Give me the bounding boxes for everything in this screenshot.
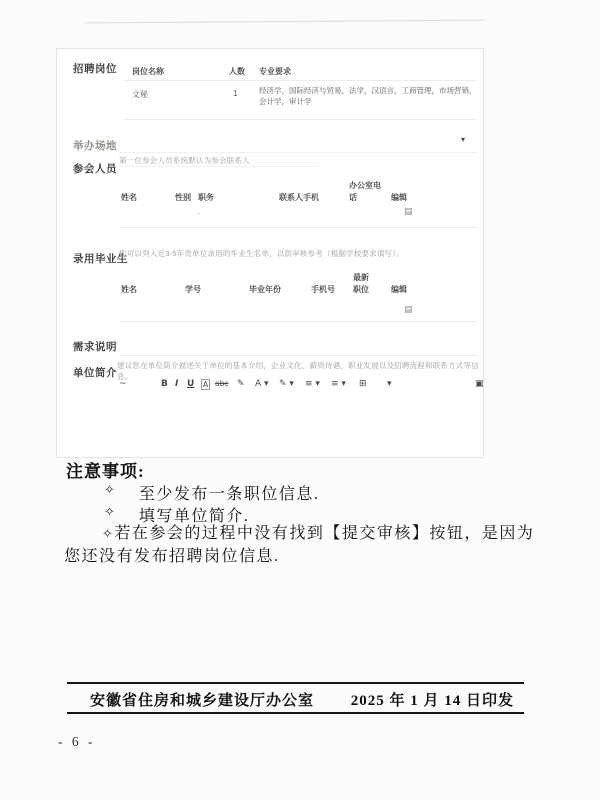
diamond-bullet-icon: ✧ xyxy=(104,483,115,498)
note-paragraph xyxy=(64,522,538,568)
attendee-col-edit: 编辑 xyxy=(391,193,407,202)
graduate-col-mobile: 手机号 xyxy=(311,285,335,294)
embedded-form-screenshot xyxy=(56,48,484,458)
graduate-col-latest-title: 最新职位 xyxy=(353,273,369,294)
notes-heading: 注意事项: xyxy=(66,462,145,481)
divider xyxy=(119,166,319,167)
footer-issuer: 安徽省住房和城乡建设厅办公室 xyxy=(90,693,315,709)
bold-button[interactable]: B xyxy=(161,379,168,389)
diamond-bullet-icon: ✧ xyxy=(104,505,115,520)
demand-input-underline[interactable] xyxy=(119,355,477,356)
job-section-label: 招聘岗位 xyxy=(73,63,117,75)
richtext-toolbar xyxy=(119,379,485,393)
footer xyxy=(67,686,524,712)
attendee-note: 第一位参会人员系统默认为参会联系人 xyxy=(119,156,250,165)
attendee-col-title: 职务 xyxy=(198,193,214,202)
table-button[interactable]: ⊞ xyxy=(359,379,367,389)
graduate-section-label: 录用毕业生 xyxy=(73,253,128,265)
more-dropdown[interactable]: ▾ xyxy=(387,379,392,389)
venue-section-label: 举办场地 xyxy=(73,140,117,152)
chevron-down-icon[interactable]: ▾ xyxy=(461,135,466,144)
font-box-button[interactable]: A xyxy=(203,380,209,389)
divider xyxy=(119,321,477,322)
diamond-bullet-icon: ✧ xyxy=(102,527,115,542)
bullet-list-dropdown[interactable]: ≡ ▾ xyxy=(305,379,320,389)
italic-button[interactable]: I xyxy=(175,379,179,389)
note-item-text: 至少发布一条职位信息. xyxy=(138,486,320,503)
divider xyxy=(125,80,477,81)
graduate-col-name: 姓名 xyxy=(121,285,137,294)
strikethrough-button[interactable]: abc xyxy=(215,379,229,388)
page-number: - 6 - xyxy=(58,734,96,749)
footer-rule-bottom xyxy=(67,712,524,714)
edit-icon[interactable]: ▤ xyxy=(404,207,413,217)
paragraph-format-dropdown[interactable]: ~ xyxy=(119,379,127,389)
note-paragraph-text: 若在参会的过程中没有找到【提交审核】按钮，是因为您还没有发布招聘岗位信息. xyxy=(64,525,535,566)
job-row-name: 文秘 xyxy=(132,90,148,99)
numbered-list-dropdown[interactable]: ≡ ▾ xyxy=(331,379,346,389)
job-row-count: 1 xyxy=(233,89,238,98)
attendee-col-gender: 性别 xyxy=(175,193,191,202)
footer-rule-top xyxy=(67,682,524,684)
attendee-row-placeholder: · xyxy=(197,209,200,218)
highlight-color-dropdown[interactable]: ✎ ▾ xyxy=(279,379,294,389)
divider xyxy=(119,227,477,228)
demand-section-label: 需求说明 xyxy=(73,341,117,353)
list-item xyxy=(104,481,319,504)
attendee-section-label: 参会人员 xyxy=(73,163,117,175)
format-painter-icon[interactable]: ✎ xyxy=(237,379,245,389)
graduate-col-edit: 编辑 xyxy=(391,285,407,294)
richtext-editor-area[interactable] xyxy=(57,399,481,455)
footer-print-date: 2025 年 1 月 14 日印发 xyxy=(350,693,514,709)
job-row-majors: 经济学，国际经济与贸易，法学，汉语言，工商管理，市场营销，会计学，审计学 xyxy=(259,86,477,107)
text-color-dropdown[interactable]: A ▾ xyxy=(255,379,269,389)
graduate-note: 您可以列入近3-5年贵单位录用的毕业生名单，以供审核参考（根据学校要求填写）。 xyxy=(119,249,404,258)
attendee-col-office-phone: 办公室电话 xyxy=(349,181,381,202)
intro-section-label: 单位简介 xyxy=(73,367,117,379)
job-col-count: 人数 xyxy=(229,67,245,76)
intro-note: 建议您在单位简介描述关于单位的基本介绍，企业文化，薪资待遇，职业发展以及招聘流程和联系方式等信息。 xyxy=(117,361,479,381)
job-col-name: 岗位名称 xyxy=(132,67,164,76)
scan-artifact-line xyxy=(85,20,485,24)
graduate-col-grad-year: 毕业年份 xyxy=(249,285,281,294)
divider xyxy=(125,119,477,120)
edit-icon[interactable]: ▤ xyxy=(404,305,413,315)
job-col-majors: 专业要求 xyxy=(259,67,291,76)
divider xyxy=(119,152,477,153)
note-item-text: 填写单位简介. xyxy=(138,508,250,525)
fullscreen-icon[interactable]: ▣ xyxy=(475,379,484,389)
attendee-col-mobile: 联系人手机 xyxy=(279,193,319,202)
attendee-col-name: 姓名 xyxy=(121,193,137,202)
graduate-col-student-id: 学号 xyxy=(185,285,201,294)
underline-button[interactable]: U xyxy=(187,379,195,389)
